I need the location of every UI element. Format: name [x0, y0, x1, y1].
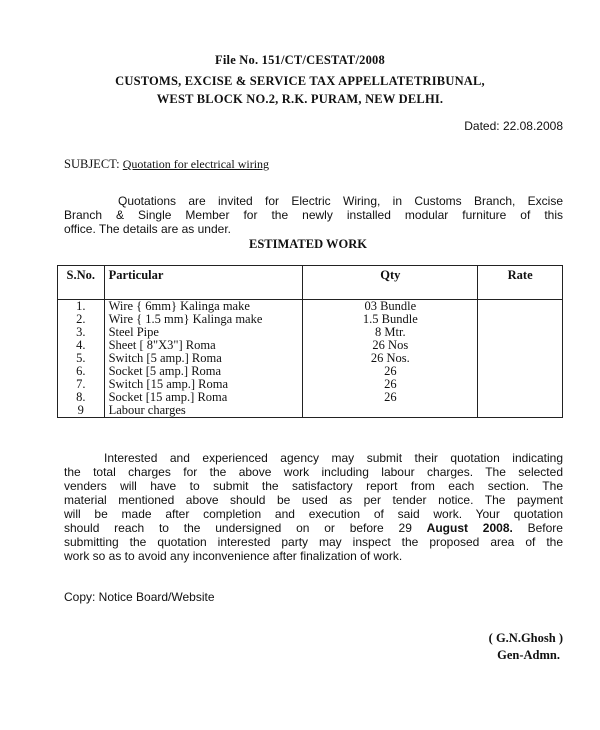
table-header-row — [58, 266, 563, 300]
body-line-8: work so as to avoid any inconvenience after finalization of work. — [64, 549, 403, 563]
body-line-5: will be made after completion and execution of said work. Your quotation — [64, 507, 563, 521]
cell-particular: Sheet [ 8"X3"] Roma — [104, 339, 303, 352]
cell-particular: Switch [5 amp.] Roma — [104, 352, 303, 365]
cell-qty: 26 Nos — [303, 339, 478, 352]
cell-rate — [478, 365, 563, 378]
copy-line: Copy: Notice Board/Website — [64, 590, 215, 604]
column-header-rate: Rate — [478, 266, 563, 300]
column-header-qty: Qty — [303, 266, 478, 300]
cell-qty: 26 — [303, 378, 478, 391]
intro-line-2: Branch & Single Member for the newly installed modular furniture of this — [64, 208, 563, 222]
body-line-4: material mentioned above should be used as per tender notice. The payment — [64, 493, 563, 507]
table-row — [58, 404, 563, 418]
cell-sno: 6. — [58, 365, 105, 378]
cell-qty: 26 Nos. — [303, 352, 478, 365]
signatory-title: Gen-Admn. — [497, 648, 560, 662]
cell-qty: 8 Mtr. — [303, 326, 478, 339]
body-line-7: submitting the quotation interested party may inspect the proposed area of the — [64, 535, 563, 549]
date: Dated: 22.08.2008 — [464, 119, 563, 133]
cell-particular: Socket [5 amp.] Roma — [104, 365, 303, 378]
organization-address: WEST BLOCK NO.2, R.K. PURAM, NEW DELHI. — [156, 92, 444, 106]
cell-rate — [478, 300, 563, 314]
column-header-sno: S.No. — [58, 266, 105, 300]
body-line-6 — [64, 521, 563, 535]
cell-qty: 1.5 Bundle — [303, 313, 478, 326]
organization-name: CUSTOMS, EXCISE & SERVICE TAX APPELLATETRIBUNAL, — [115, 74, 485, 88]
body-line-2: the total charges for the above work including labour charges. The selected — [64, 465, 563, 479]
cell-rate — [478, 326, 563, 339]
subject-text: Quotation for electrical wiring — [122, 157, 270, 171]
cell-particular: Switch [15 amp.] Roma — [104, 378, 303, 391]
intro-line-3: office. The details are as under. — [64, 222, 231, 236]
cell-rate — [478, 404, 563, 418]
table-row — [58, 300, 563, 314]
cell-sno: 1. — [58, 300, 105, 314]
cell-sno: 8. — [58, 391, 105, 404]
cell-sno: 2. — [58, 313, 105, 326]
intro-line-1: Quotations are invited for Electric Wiring, in Customs Branch, Excise — [118, 194, 563, 208]
estimated-work-table — [57, 265, 563, 418]
body-line-1: Interested and experienced agency may submit their quotation indicating — [104, 451, 563, 465]
cell-particular: Labour charges — [104, 404, 303, 418]
body-line-6-pre: should reach to the undersigned on or before 29 — [64, 521, 412, 535]
file-number: File No. 151/CT/CESTAT/2008 — [215, 53, 385, 67]
signatory-name: ( G.N.Ghosh ) — [488, 631, 563, 645]
cell-particular: Steel Pipe — [104, 326, 303, 339]
cell-sno: 7. — [58, 378, 105, 391]
cell-rate — [478, 339, 563, 352]
cell-particular: Socket [15 amp.] Roma — [104, 391, 303, 404]
cell-sno: 4. — [58, 339, 105, 352]
column-header-particular: Particular — [104, 266, 303, 300]
cell-qty — [303, 404, 478, 418]
body-line-6-post: Before — [527, 521, 563, 535]
cell-qty: 26 — [303, 365, 478, 378]
section-title: ESTIMATED WORK — [249, 237, 367, 251]
cell-rate — [478, 391, 563, 404]
cell-rate — [478, 378, 563, 391]
deadline-date: August 2008. — [426, 521, 513, 535]
cell-sno: 5. — [58, 352, 105, 365]
cell-particular: Wire { 1.5 mm} Kalinga make — [104, 313, 303, 326]
subject-line — [64, 157, 269, 172]
subject-label: SUBJECT: — [64, 157, 120, 171]
cell-qty: 03 Bundle — [303, 300, 478, 314]
cell-rate — [478, 352, 563, 365]
cell-qty: 26 — [303, 391, 478, 404]
cell-sno: 9 — [58, 404, 105, 418]
cell-rate — [478, 313, 563, 326]
body-line-3: venders will have to submit the satisfactory report from each section. The — [64, 479, 563, 493]
cell-sno: 3. — [58, 326, 105, 339]
cell-particular: Wire { 6mm} Kalinga make — [104, 300, 303, 314]
